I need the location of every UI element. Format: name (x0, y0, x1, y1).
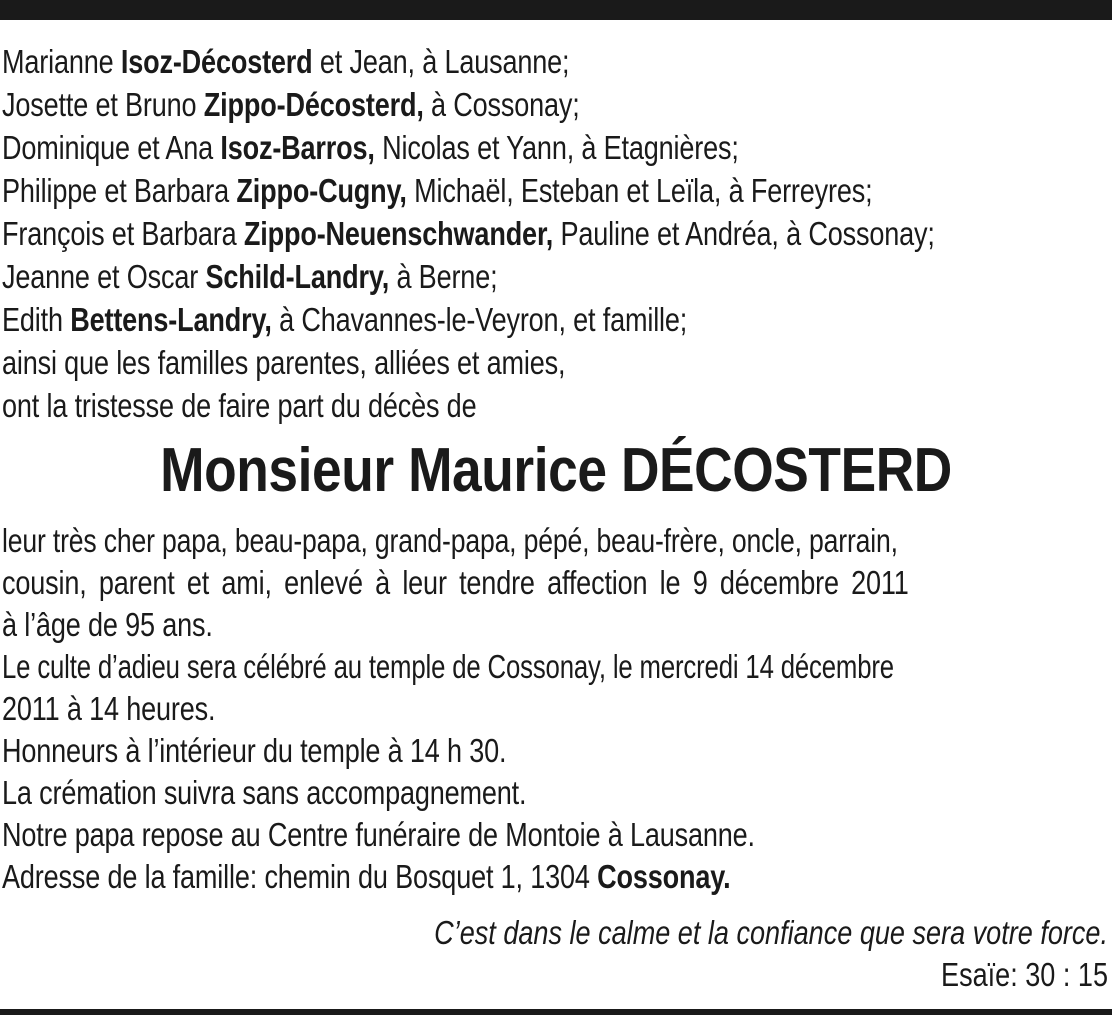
top-rule (0, 0, 1112, 20)
family-line: Jeanne et Oscar Schild-Landry, à Berne; (2, 258, 498, 295)
family-line: Edith Bettens-Landry, à Chavannes-le-Veyron, et famille; (2, 301, 688, 338)
family-address: Adresse de la famille: chemin du Bosquet 1, 1304 Cossonay. (2, 858, 731, 895)
family-line: Marianne Isoz-Décosterd et Jean, à Lausanne; (2, 43, 570, 80)
body-line: 2011 à 14 heures. (2, 690, 216, 727)
family-list (2, 40, 1110, 427)
bottom-rule (0, 1009, 1112, 1015)
family-line: Dominique et Ana Isoz-Barros, Nicolas et Yann, à Etagnières; (2, 129, 739, 166)
family-surname: Zippo-Décosterd, (203, 86, 424, 123)
family-line: Philippe et Barbara Zippo-Cugny, Michaël, Esteban et Leïla, à Ferreyres; (2, 172, 873, 209)
bible-quote: C’est dans le calme et la confiance que sera votre force. (434, 914, 1108, 951)
announcement-line: ont la tristesse de faire part du décès de (2, 387, 477, 424)
family-line: Josette et Bruno Zippo-Décosterd, à Cossonay; (2, 86, 580, 123)
quote-reference: Esaïe: 30 : 15 (941, 956, 1108, 993)
body-line: La crémation suivra sans accompagnement. (2, 774, 527, 811)
family-surname: Isoz-Barros, (220, 129, 375, 166)
family-surname: Zippo-Cugny, (236, 172, 407, 209)
body-line: Honneurs à l’intérieur du temple à 14 h 30. (2, 732, 507, 769)
family-surname: Isoz-Décosterd (120, 43, 313, 80)
body-line: à l’âge de 95 ans. (2, 606, 213, 643)
body-line: Notre papa repose au Centre funéraire de Montoie à Lausanne. (2, 816, 755, 853)
family-surname: Zippo-Neuenschwander, (243, 215, 554, 252)
family-surname: Schild-Landry, (205, 258, 390, 295)
deceased-name: Monsieur Maurice DÉCOSTERD (160, 436, 952, 505)
relatives-line: ainsi que les familles parentes, alliées et amies, (2, 344, 566, 381)
address-town: Cossonay. (597, 858, 731, 895)
body-line: Le culte d’adieu sera célébré au temple de Cossonay, le mercredi 14 décembre (2, 648, 894, 685)
body-line: leur très cher papa, beau-papa, grand-papa, pépé, beau-frère, oncle, parrain, (2, 522, 898, 559)
family-surname: Bettens-Landry, (70, 301, 272, 338)
family-line: François et Barbara Zippo-Neuenschwander, Pauline et Andréa, à Cossonay; (2, 215, 935, 252)
body-line: cousin, parent et ami, enlevé à leur tendre affection le 9 décembre 2011 (2, 564, 909, 601)
notice-body (2, 520, 1110, 898)
